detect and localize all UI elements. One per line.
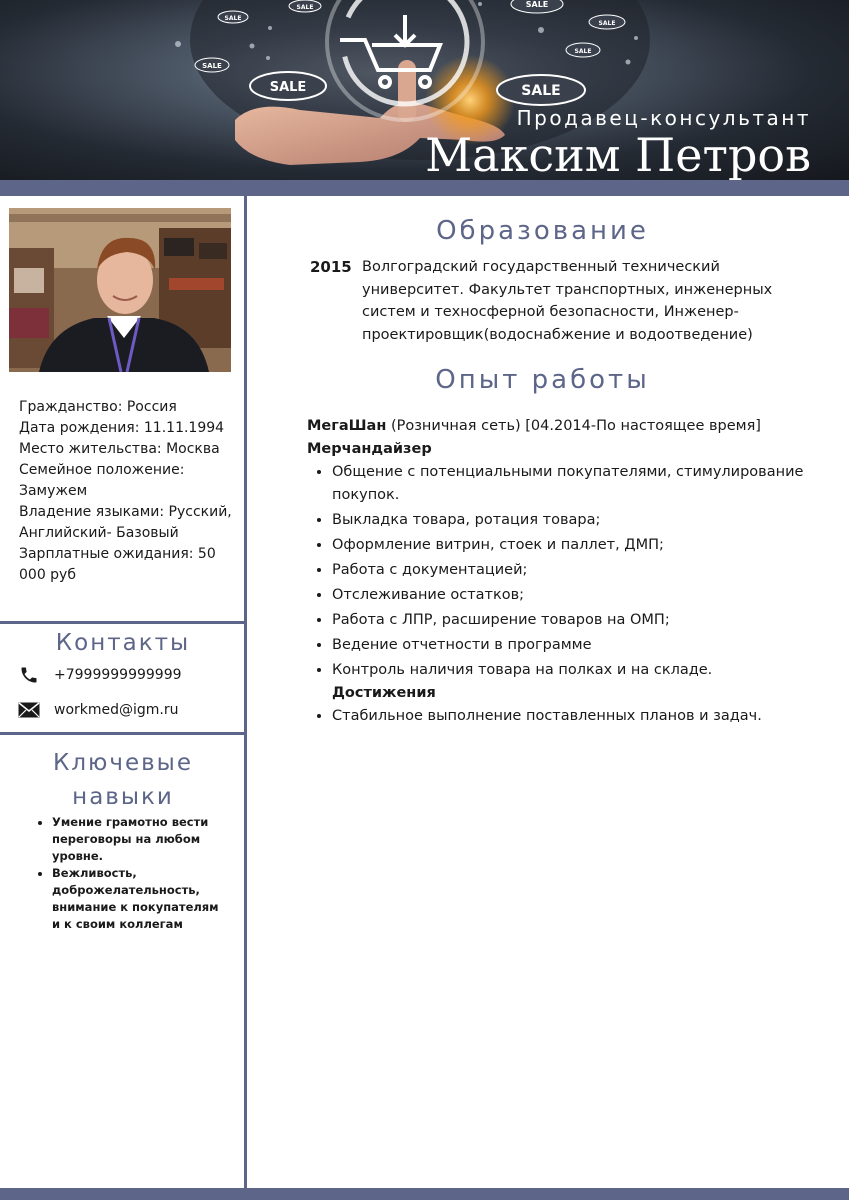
duty-item: • Оформление витрин, стоек и паллет, ДМП; [332, 534, 817, 557]
header-banner [0, 0, 849, 180]
salary-expectation: Зарплатные ожидания: 50 000 руб [19, 546, 216, 583]
job-header [307, 415, 817, 438]
marital-status: Семейное положение: Замужем [19, 462, 185, 499]
skill-item: • Вежливость, доброжелательность, внимание к покупателям и к своим коллегам [52, 865, 219, 933]
birth-date: Дата рождения: 11.11.1994 [19, 420, 225, 436]
company-details: (Розничная сеть) [04.2014-По настоящее время] [386, 418, 761, 434]
phone-row [18, 665, 182, 685]
phone-icon [18, 665, 40, 685]
skill-item: • Умение грамотно вести переговоры на любом уровне. [52, 814, 219, 865]
phone-number[interactable]: +7999999999999 [54, 667, 182, 683]
sale-tag: SALE [202, 62, 222, 70]
section-divider [0, 732, 246, 735]
header-divider-bar [0, 180, 849, 196]
section-divider [0, 621, 246, 624]
sale-tag: SALE [598, 20, 616, 27]
duty-item: • Контроль наличия товара на полках и на складе. [332, 659, 817, 682]
envelope-icon [18, 701, 40, 719]
education-heading: Образование [436, 216, 649, 246]
achievements-list [307, 705, 817, 728]
footer-bar [0, 1188, 849, 1200]
company-name: МегаШан [307, 418, 387, 434]
skills-heading-line2: навыки [72, 784, 174, 810]
duty-item: • Выкладка товара, ротация товара; [332, 509, 817, 532]
email-address[interactable]: workmed@igm.ru [54, 702, 179, 718]
skills-heading-line1: Ключевые [53, 750, 193, 776]
languages: Владение языками: Русский, Английский- Базовый [19, 504, 232, 541]
profile-photo [9, 208, 231, 372]
sale-tag: SALE [574, 48, 592, 55]
duty-item: • Отслеживание остатков; [332, 584, 817, 607]
contacts-heading: Контакты [55, 630, 191, 656]
candidate-name: Максим Петров [425, 128, 811, 180]
personal-info [19, 397, 234, 586]
duties-list [307, 461, 817, 682]
achievement-item: • Стабильное выполнение поставленных планов и задач. [332, 705, 817, 728]
residence: Место жительства: Москва [19, 441, 220, 457]
citizenship: Гражданство: Россия [19, 399, 177, 415]
column-divider [244, 196, 247, 1188]
duty-item: • Общение с потенциальными покупателями, стимулирование покупок. [332, 461, 817, 507]
sale-tag: SALE [224, 15, 242, 22]
duty-item: • Работа с ЛПР, расширение товаров на ОМП; [332, 609, 817, 632]
sale-tag: SALE [521, 83, 561, 99]
email-row [18, 701, 179, 719]
job-title: Продавец-консультант [516, 106, 811, 130]
skills-list [24, 814, 219, 933]
position-title: Мерчандайзер [307, 441, 432, 457]
sale-tag: SALE [296, 4, 314, 11]
education-year: 2015 [310, 258, 352, 276]
education-details: Волгоградский государственный технический университет. Факультет транспортных, инженерных систем и техносферной безопасности, Инженер-проектировщик(водоснабжение и водоотведение) [362, 259, 773, 343]
achievements-label: Достижения [332, 685, 436, 701]
sale-tag: SALE [525, 0, 549, 9]
job-entry [307, 415, 817, 730]
duty-item: • Работа с документацией; [332, 559, 817, 582]
experience-heading: Опыт работы [435, 365, 650, 395]
sale-tag: SALE [269, 80, 307, 95]
duty-item: • Ведение отчетности в программе [332, 634, 817, 657]
